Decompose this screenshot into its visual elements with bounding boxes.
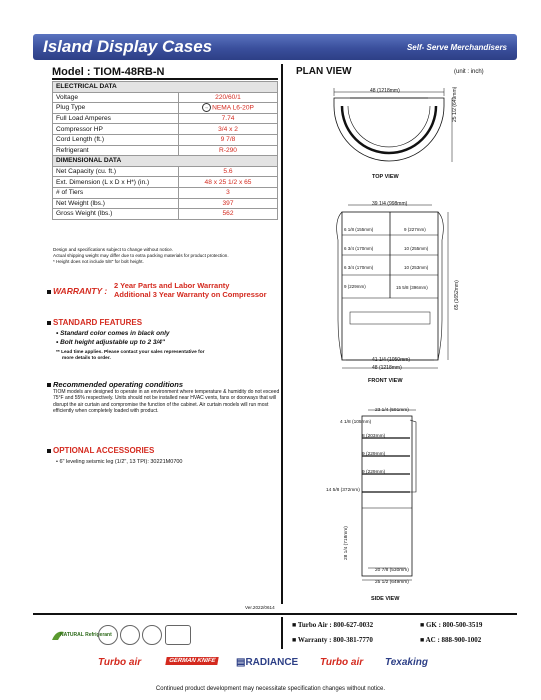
natural-refrigerant-logo bbox=[50, 628, 112, 644]
optional-title bbox=[47, 446, 154, 455]
spec-label: Ext. Dimension (L x D x H*) (in.) bbox=[53, 177, 179, 188]
bullet-icon bbox=[47, 449, 51, 453]
table-row bbox=[53, 145, 278, 156]
table-row bbox=[53, 103, 278, 114]
spec-value: R-290 bbox=[179, 145, 278, 156]
spec-label: Full Load Amperes bbox=[53, 113, 179, 124]
cert-badge-icon bbox=[165, 625, 191, 645]
feature-note: more details to order. bbox=[62, 356, 111, 361]
warranty-line: Additional 3 Year Warranty on Compressor bbox=[114, 290, 267, 299]
front-inner-width-dim: 41 1/4 (1050mm) bbox=[372, 357, 411, 363]
note-line: Actual shipping weight may differ due to extra packing materials for product protection. bbox=[53, 253, 229, 259]
front-left-dim: 6 3/4 (170mm) bbox=[344, 246, 374, 251]
spec-value: 3/4 x 2 bbox=[179, 124, 278, 135]
spec-value: 562 bbox=[179, 209, 278, 220]
brand-turbo-air-logo: Turbo air bbox=[98, 657, 142, 668]
side-dim: 8 (203mm) bbox=[362, 434, 386, 439]
table-row bbox=[53, 209, 278, 220]
spec-table bbox=[52, 81, 278, 220]
footer-column-divider bbox=[281, 617, 283, 649]
plug-icon: ◦◦ bbox=[202, 103, 211, 112]
warranty-text bbox=[114, 281, 267, 299]
table-row bbox=[53, 113, 278, 124]
contact-text: Warranty : 800-381-7770 bbox=[297, 636, 373, 644]
side-view-drawing bbox=[340, 408, 440, 588]
spec-label: Refrigerant bbox=[53, 145, 179, 156]
side-depth-dim: 25 1/2 (649mm) bbox=[375, 580, 409, 585]
energy-cert-icon bbox=[142, 625, 162, 645]
front-right-dim: 10 (253mm) bbox=[404, 265, 429, 270]
warranty-line: 2 Year Parts and Labor Warranty bbox=[114, 281, 230, 290]
spec-label: Net Capacity (cu. ft.) bbox=[53, 166, 179, 177]
contact-text: GK : 800-500-3519 bbox=[425, 621, 483, 629]
front-bottom-width-dim: 48 (1218mm) bbox=[372, 365, 402, 371]
top-view-label: TOP VIEW bbox=[372, 174, 399, 180]
spec-value: 3 bbox=[179, 187, 278, 198]
front-top-width-dim: 39 1/4 (998mm) bbox=[372, 201, 408, 207]
contact-ac: ■ AC : 888-900-1002 bbox=[420, 636, 482, 644]
spec-value: 5.6 bbox=[179, 166, 278, 177]
feature-note: ** Lead time applies. Please contact your sales representative for bbox=[56, 350, 205, 355]
spec-value: 9 7/8 bbox=[179, 134, 278, 145]
spec-value: 220/60/1 bbox=[179, 92, 278, 103]
radiance-text: RADIANCE bbox=[245, 657, 299, 668]
plan-view-title: PLAN VIEW bbox=[296, 66, 352, 77]
contact-text: Turbo Air : 800-627-0032 bbox=[297, 621, 374, 629]
side-base-dim: 20 7/8 (530mm) bbox=[375, 568, 409, 573]
etl-cert-icon bbox=[98, 625, 118, 645]
side-top-dim: 23 1/4 (591mm) bbox=[375, 408, 409, 413]
recommended-title bbox=[47, 380, 183, 389]
top-view-depth-dim: 25 1/2 (649mm) bbox=[452, 86, 458, 122]
brand-german-knife-logo: GERMAN KNIFE bbox=[165, 657, 219, 665]
footer-divider bbox=[33, 613, 517, 615]
page-title: Island Display Cases bbox=[43, 37, 213, 56]
bottom-note: Continued product development may necessitate specification changes without notice. bbox=[155, 686, 386, 692]
page-subtitle: Self- Serve Merchandisers bbox=[406, 43, 507, 52]
spec-value: 7.74 bbox=[179, 113, 278, 124]
side-lower-dim: 28 1/4 (718mm) bbox=[344, 526, 349, 560]
contact-text: AC : 888-900-1002 bbox=[425, 636, 482, 644]
feature-item: • Standard color comes in black only bbox=[56, 330, 170, 337]
version-label: Ver.2022/0614 bbox=[245, 605, 275, 610]
top-view-width-dim: 48 (1218mm) bbox=[370, 88, 400, 94]
front-right-dim: 9 (227mm) bbox=[404, 227, 426, 232]
table-row bbox=[53, 124, 278, 135]
table-row bbox=[53, 92, 278, 103]
brand-radiance-logo bbox=[236, 657, 298, 668]
note-line: * Height does not include 5/8" for bolt height. bbox=[53, 259, 144, 265]
contact-warranty: ■ Warranty : 800-381-7770 bbox=[292, 636, 373, 644]
dimensional-heading: DIMENSIONAL DATA bbox=[53, 156, 278, 167]
recommended-title-text: Recommended operating conditions bbox=[53, 380, 184, 389]
front-view-drawing bbox=[320, 200, 470, 375]
header-bar bbox=[33, 34, 517, 60]
column-divider bbox=[281, 64, 283, 604]
front-right-dim: 10 (255mm) bbox=[404, 246, 429, 251]
contact-turbo-air: ■ Turbo Air : 800-627-0032 bbox=[292, 621, 374, 629]
side-dim: 9 (229mm) bbox=[362, 470, 386, 475]
bullet-icon bbox=[47, 290, 51, 294]
table-row bbox=[53, 198, 278, 209]
front-right-dim: 15 5/8 (396mm) bbox=[396, 285, 428, 290]
spec-label: Net Weight (lbs.) bbox=[53, 198, 179, 209]
radiance-icon: ▤ bbox=[236, 657, 246, 668]
front-left-dim: 9 (229mm) bbox=[344, 284, 366, 289]
side-view-label: SIDE VIEW bbox=[371, 596, 400, 602]
brand-turbo-air-logo-2: Turbo air bbox=[320, 657, 364, 668]
brand-texaking-logo: Texaking bbox=[385, 657, 428, 668]
spec-value bbox=[179, 103, 278, 114]
table-row bbox=[53, 177, 278, 188]
warranty-label-text: WARRANTY : bbox=[53, 286, 108, 296]
note-line: Design and specifications subject to change without notice. bbox=[53, 247, 174, 252]
spec-label: # of Tiers bbox=[53, 187, 179, 198]
table-row bbox=[53, 187, 278, 198]
model-title: Model : TIOM-48RB-N bbox=[52, 66, 278, 80]
standard-features-title bbox=[47, 318, 142, 327]
optional-title-text: OPTIONAL ACCESSORIES bbox=[53, 446, 155, 455]
spec-value: 48 x 25 1/2 x 65 bbox=[179, 177, 278, 188]
side-dim: 9 (229mm) bbox=[362, 452, 386, 457]
side-offset-dim: 4 1/8 (105mm) bbox=[340, 420, 372, 425]
front-height-dim: 65 (1652mm) bbox=[454, 280, 460, 310]
table-row bbox=[53, 166, 278, 177]
contact-gk: ■ GK : 800-500-3519 bbox=[420, 621, 483, 629]
spec-label: Cord Length (ft.) bbox=[53, 134, 179, 145]
spec-label: Voltage bbox=[53, 92, 179, 103]
front-left-dim: 6 1/8 (155mm) bbox=[344, 227, 374, 232]
spec-value: 397 bbox=[179, 198, 278, 209]
spec-label: Plug Type bbox=[53, 103, 179, 114]
electrical-heading: ELECTRICAL DATA bbox=[53, 82, 278, 93]
natural-logo-text: NATURAL Refrigerant bbox=[60, 632, 112, 638]
spec-notes bbox=[53, 247, 278, 266]
spec-label: Compressor HP bbox=[53, 124, 179, 135]
front-view-label: FRONT VIEW bbox=[368, 378, 403, 384]
bullet-icon bbox=[47, 383, 51, 387]
table-row bbox=[53, 134, 278, 145]
front-left-dim: 6 3/4 (170mm) bbox=[344, 265, 374, 270]
side-mid-dim: 14 5/8 (372mm) bbox=[326, 488, 360, 493]
standard-features-title-text: STANDARD FEATURES bbox=[53, 318, 143, 327]
warranty-label bbox=[47, 286, 107, 296]
optional-item: • 6" leveling seismic leg (1/2", 13 TPI): 30221M0700 bbox=[56, 459, 183, 465]
top-view-drawing bbox=[320, 84, 470, 174]
unit-label: (unit : inch) bbox=[454, 69, 484, 75]
bullet-icon bbox=[47, 321, 51, 325]
plug-type-value: NEMA L6-20P bbox=[212, 104, 254, 112]
etl-sanitation-icon bbox=[120, 625, 140, 645]
recommended-text: TIOM models are designed to operate in an environment where temperature & humidity do not exceed 75°F and 55% respectively. Units should not be installed near HVAC vents, fans or doorways that will disrupt the air curtain and compromise the function of the cabinet. Air curtain models will run most efficiently when completely loaded with product. bbox=[53, 389, 280, 414]
feature-item: • Bolt height adjustable up to 2 3/4" bbox=[56, 339, 166, 346]
spec-label: Gross Weight (lbs.) bbox=[53, 209, 179, 220]
